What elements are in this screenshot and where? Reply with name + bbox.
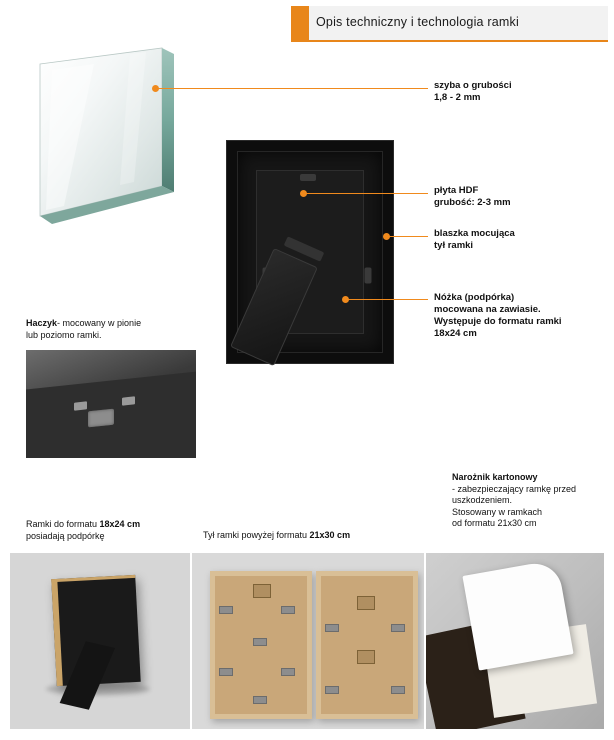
photo-corner-protector — [426, 553, 604, 729]
callout-stand-line1: Nóżka (podpórka) — [434, 292, 515, 303]
back-clip — [391, 686, 405, 694]
corner-note-line2: uszkodzeniem. — [452, 495, 513, 505]
hook-metal-piece — [122, 396, 135, 405]
caption-stand-format: 18x24 cm — [99, 519, 141, 529]
callout-clip-line2: tył ramki — [434, 240, 474, 251]
back-clip — [391, 624, 405, 632]
callout-hdf-line1: płyta HDF — [434, 185, 479, 196]
hanging-hole — [357, 650, 375, 664]
cardboard-corner — [462, 559, 573, 670]
back-clip — [281, 668, 295, 676]
callout-glass-line1: szyba o grubości — [434, 80, 512, 91]
callout-stand-line3: Występuje do formatu ramki — [434, 316, 562, 327]
back-clip — [219, 606, 233, 614]
callout-stand-line4: 18x24 cm — [434, 328, 477, 339]
hook-desc1: - mocowany w pionie — [57, 318, 142, 328]
corner-note-title: Narożnik kartonowy — [452, 472, 538, 482]
stand-callout-line — [348, 299, 428, 300]
hook-desc2: lub poziomo ramki. — [26, 330, 102, 340]
callout-clip-line1: blaszka mocująca — [434, 228, 515, 239]
hanging-hole — [357, 596, 375, 610]
callout-stand-line2: mocowana na zawiasie. — [434, 304, 541, 315]
caption-stand-frames — [26, 518, 191, 542]
back-clip — [253, 696, 267, 704]
glass-pane-svg — [34, 46, 214, 232]
back-clip — [325, 624, 339, 632]
frame-back-photo — [226, 140, 394, 364]
caption-back-format: 21x30 cm — [309, 530, 351, 540]
back-clip — [281, 606, 295, 614]
callout-stand — [434, 292, 594, 340]
clip-callout-line — [389, 236, 428, 237]
mounting-clip — [365, 268, 372, 284]
corner-note-line4: od formatu 21x30 cm — [452, 518, 537, 528]
standing-frame-leg — [60, 641, 115, 709]
corner-note-line3: Stosowany w ramkach — [452, 506, 543, 517]
photo-frame-with-stand — [10, 553, 190, 729]
back-clip — [219, 668, 233, 676]
hook-bracket — [88, 409, 114, 428]
hook-photo — [26, 350, 196, 458]
corner-note-line1: - zabezpieczający ramkę przed — [452, 483, 577, 494]
hdf-callout-line — [306, 193, 428, 194]
header-accent-block — [291, 6, 309, 40]
back-clip — [325, 686, 339, 694]
caption-back-text1: Tył ramki powyżej formatu — [203, 530, 310, 540]
page-title: Opis techniczny i technologia ramki — [316, 15, 519, 29]
back-clip — [253, 638, 267, 646]
kraft-back-1 — [210, 571, 312, 719]
glass-callout-line — [158, 88, 428, 89]
mounting-clip — [300, 174, 316, 181]
hook-note — [26, 317, 211, 341]
standing-frame — [51, 575, 140, 686]
callout-clip — [434, 228, 564, 252]
hanging-hole — [253, 584, 271, 598]
hook-label: Haczyk — [26, 318, 58, 328]
kraft-back-2 — [316, 571, 418, 719]
caption-stand-text1: Ramki do formatu — [26, 519, 100, 529]
hook-metal-piece — [74, 401, 87, 410]
callout-glass-line2: 1,8 - 2 mm — [434, 92, 481, 103]
callout-glass — [434, 80, 564, 104]
photo-kraft-backs — [192, 553, 424, 729]
bottom-photo-strip — [10, 553, 604, 729]
caption-stand-text2: posiadają podpórkę — [26, 531, 105, 541]
glass-pane-illustration — [34, 46, 214, 232]
callout-hdf-line2: grubość: 2-3 mm — [434, 197, 511, 208]
caption-back-frames — [203, 529, 403, 541]
callout-hdf — [434, 185, 564, 209]
frame-back-inner — [237, 151, 383, 353]
corner-protector-note — [452, 472, 602, 530]
